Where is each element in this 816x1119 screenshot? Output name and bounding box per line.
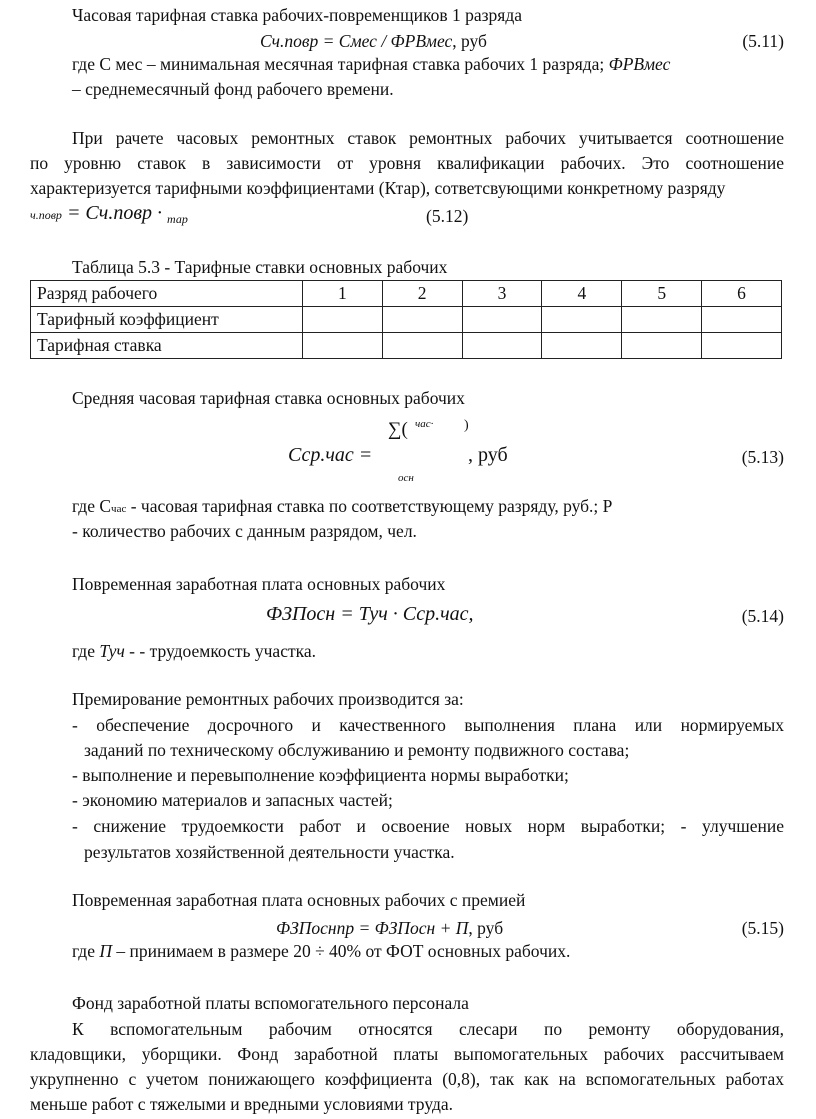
where-5-15-term: П	[99, 941, 112, 961]
heading-hourly-rate: Часовая тарифная ставка рабочих-повременщиков 1 разряда	[72, 5, 522, 25]
table-cell: 1	[302, 281, 382, 307]
heading-wage-with-bonus: Повременная заработная плата основных рабочих с премией	[72, 890, 526, 910]
where-5-13-line1	[72, 495, 612, 520]
bullet-4a: - снижение трудоемкости работ и освоение новых норм выработки; - улучшение	[72, 816, 784, 836]
eq-number-5-13: (5.13)	[741, 447, 784, 467]
where-5-14	[72, 640, 316, 662]
heading-time-wage: Повременная заработная плата основных рабочих	[72, 574, 446, 594]
formula-5-15	[276, 917, 503, 939]
table-cell	[302, 333, 382, 359]
where-5-13-line2: - количество рабочих с данным разрядом, чел.	[72, 521, 417, 541]
table-cell: 5	[622, 281, 702, 307]
formula-5-11	[260, 30, 487, 52]
eq-number-5-15: (5.15)	[741, 918, 784, 938]
table-row	[31, 333, 782, 359]
heading-aux-staff: Фонд заработной платы вспомогательного персонала	[72, 993, 469, 1013]
table-cell	[702, 307, 782, 333]
table-cell	[302, 307, 382, 333]
table-cell: Разряд рабочего	[31, 281, 303, 307]
para-aux-l1: К вспомогательным рабочим относятся слесари по ремонту оборудования,	[72, 1019, 784, 1039]
bullet-1b: заданий по техническому обслуживанию и ремонту подвижного состава;	[84, 740, 630, 760]
formula-5-13-lhs: Сср.час =	[288, 444, 373, 466]
bullet-2: - выполнение и перевыполнение коэффициента нормы выработки;	[72, 765, 569, 785]
where-5-13-sub: час	[111, 503, 127, 515]
table-cell: 4	[542, 281, 622, 307]
where-5-11-line1	[72, 53, 670, 75]
where-5-14-term: Туч	[99, 641, 125, 661]
heading-average-rate: Средняя часовая тарифная ставка основных рабочих	[72, 388, 465, 408]
table-cell	[462, 307, 542, 333]
table-cell: 6	[702, 281, 782, 307]
bullet-3: - экономию материалов и запасных частей;	[72, 790, 393, 810]
table-cell	[622, 333, 702, 359]
table-cell	[702, 333, 782, 359]
formula-5-12-main: = Сч.повр ·	[61, 202, 167, 224]
table-cell	[542, 307, 622, 333]
table-cell: 2	[382, 281, 462, 307]
formula-5-13-osn: осн	[398, 472, 414, 484]
table-cell	[542, 333, 622, 359]
table-header-row	[31, 281, 782, 307]
formula-5-12-sub-right: тар	[167, 212, 188, 226]
formula-5-11-expr: Сч.повр = Смес / ФРВмес	[260, 31, 453, 51]
table-cell	[622, 307, 702, 333]
formula-5-13-unit: , руб	[468, 444, 508, 466]
bullet-4b: результатов хозяйственной деятельности участка.	[84, 842, 455, 862]
where-5-15-text: – принимаем в размере 20 ÷ 40% от ФОТ основных рабочих.	[112, 941, 571, 961]
para-repair-rates-l2: по уровню ставок в зависимости от уровня квалификации рабочих. Это соотношение	[30, 153, 784, 173]
where-5-15	[72, 940, 570, 962]
formula-5-15-expr: ФЗПоснпр = ФЗПосн + П	[276, 918, 469, 938]
where-5-14-a: где	[72, 641, 100, 661]
table-cell	[462, 333, 542, 359]
eq-number-5-12: (5.12)	[426, 206, 469, 226]
table-cell: Тарифная ставка	[31, 333, 303, 359]
where-5-11-line2: – среднемесячный фонд рабочего времени.	[72, 79, 394, 99]
formula-5-12	[30, 202, 188, 230]
formula-5-14: ФЗПосн = Туч · Сср.час,	[266, 603, 474, 625]
table-row	[31, 307, 782, 333]
para-repair-rates-l1: При рачете часовых ремонтных ставок ремонтных рабочих учитывается соотношение	[72, 128, 784, 148]
heading-bonuses: Премирование ремонтных рабочих производится за:	[72, 689, 464, 709]
table-cell	[382, 333, 462, 359]
where-5-11-text: где С мес – минимальная месячная тарифная ставка рабочих 1 разряда;	[72, 54, 609, 74]
formula-5-13-sigma: ∑(	[388, 419, 408, 440]
para-repair-rates-l3: характеризуется тарифными коэффициентами (Ктар), сответсвующими конкретному разряду	[30, 178, 726, 198]
table-caption: Таблица 5.3 - Тарифные ставки основных рабочих	[72, 257, 448, 277]
where-5-15-a: где	[72, 941, 100, 961]
para-aux-l2: кладовщики, уборщики. Фонд заработной платы выпомогательных рабочих рассчитываем	[30, 1044, 784, 1064]
formula-5-12-sub-left: ч.повр	[30, 208, 62, 222]
formula-5-13-paren: )	[464, 418, 469, 433]
formula-5-15-unit: , руб	[468, 918, 504, 938]
eq-number-5-11: (5.11)	[742, 31, 784, 51]
table-cell	[382, 307, 462, 333]
where-5-14-text: - - трудоемкость участка.	[124, 641, 316, 661]
table-cell: Тарифный коэффициент	[31, 307, 303, 333]
where-5-13-text: - часовая тарифная ставка по соответствующему разряду, руб.; Р	[126, 496, 613, 516]
where-5-11-term: ФРВмес	[608, 54, 671, 74]
formula-5-11-unit: , руб	[452, 31, 487, 51]
bullet-1a: - обеспечение досрочного и качественного выполнения плана или нормируемых	[72, 715, 784, 735]
para-aux-l3: укрупненно с учетом понижающего коэффициента (0,8), так как на вспомогательных работах	[30, 1069, 784, 1089]
para-aux-l4: меньше работ с тяжелыми и вредными условиями труда.	[30, 1094, 454, 1114]
where-5-13-c: где С	[72, 496, 112, 516]
eq-number-5-14: (5.14)	[741, 606, 784, 626]
formula-5-13-chas: час·	[415, 418, 434, 430]
table-cell: 3	[462, 281, 542, 307]
rates-table	[30, 280, 782, 359]
